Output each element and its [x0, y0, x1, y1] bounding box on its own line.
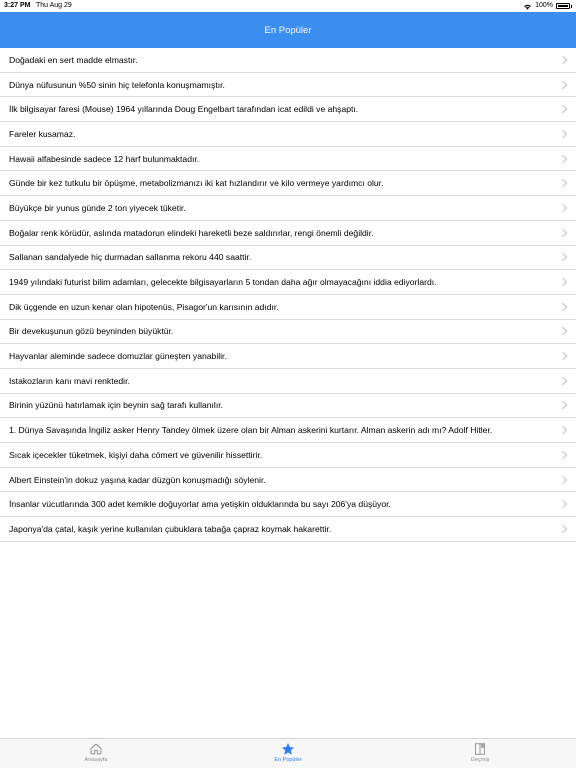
chevron-right-icon — [559, 80, 567, 88]
battery-icon — [556, 3, 570, 9]
chevron-right-icon — [559, 228, 567, 236]
battery-percent: 100% — [535, 2, 553, 9]
chevron-right-icon — [559, 525, 567, 533]
list-item-label: Dik üçgende en uzun kenar olan hipotenüs, Pisagor'un karısının adıdır. — [9, 301, 279, 312]
chevron-right-icon — [559, 401, 567, 409]
chevron-right-icon — [559, 56, 567, 64]
list-item[interactable] — [0, 221, 576, 246]
tab-bar — [0, 738, 576, 768]
list-item[interactable] — [0, 320, 576, 345]
star-icon — [281, 742, 295, 756]
list-item[interactable] — [0, 73, 576, 98]
list-item[interactable] — [0, 196, 576, 221]
list-item[interactable] — [0, 517, 576, 542]
list-item[interactable] — [0, 443, 576, 468]
list-item[interactable] — [0, 48, 576, 73]
list-item-label: Doğadaki en sert madde elmastır. — [9, 54, 138, 65]
chevron-right-icon — [559, 130, 567, 138]
list-item-label: Istakozların kanı mavi renktedir. — [9, 375, 130, 386]
list-item-label: Büyükçe bir yunus günde 2 ton yiyecek tüketir. — [9, 202, 186, 213]
tab-gecmis[interactable] — [450, 739, 510, 763]
status-bar — [0, 0, 576, 12]
chevron-right-icon — [559, 179, 567, 187]
history-book-icon — [473, 742, 487, 756]
list-item-label: Günde bir kez tutkulu bir öpüşme, metabolizmanızı iki kat hızlandırır ve kilo vermeye yardımcı olur. — [9, 178, 384, 189]
list-item-label: Boğalar renk körüdür, aslında matadorun elindeki hareketli beze saldırırlar, rengi önemli değildir. — [9, 227, 374, 238]
status-time: 3:27 PM — [4, 2, 31, 9]
chevron-right-icon — [559, 154, 567, 162]
list-item-label: Albert Einstein'in dokuz yaşına kadar düzgün konuşmadığı söylenir. — [9, 474, 266, 485]
list-item-label: 1. Dünya Savaşında İngiliz asker Henry Tandey ölmek üzere olan bir Alman askerini kurtarır. Alman askerin adı mı? Adolf Hitler. — [9, 425, 493, 436]
list-item-label: Birinin yüzünü hatırlamak için beynin sağ tarafı kullanılır. — [9, 400, 223, 411]
tab-en-populer[interactable] — [258, 739, 318, 763]
list-item[interactable] — [0, 394, 576, 419]
list-item[interactable] — [0, 122, 576, 147]
list-item-label: Fareler kusamaz. — [9, 128, 76, 139]
list-item-label: Bir devekuşunun gözü beyninden büyüktür. — [9, 326, 174, 337]
chevron-right-icon — [559, 377, 567, 385]
tab-label: Geçmiş — [470, 757, 490, 763]
chevron-right-icon — [559, 204, 567, 212]
list-item[interactable] — [0, 492, 576, 517]
page-title: En Popüler — [264, 24, 312, 36]
list-item[interactable] — [0, 369, 576, 394]
list-item[interactable] — [0, 246, 576, 271]
list-item-label: Dünya nüfusunun %50 sinin hiç telefonla konuşmamıştır. — [9, 79, 225, 90]
chevron-right-icon — [559, 105, 567, 113]
chevron-right-icon — [559, 327, 567, 335]
fact-list — [0, 48, 576, 542]
list-item-label: Sıcak içecekler tüketmek, kişiyi daha cömert ve güvenilir hissettirir. — [9, 449, 263, 460]
chevron-right-icon — [559, 500, 567, 508]
chevron-right-icon — [559, 451, 567, 459]
chevron-right-icon — [559, 426, 567, 434]
list-item[interactable] — [0, 418, 576, 443]
battery-tip — [571, 5, 572, 8]
home-icon — [89, 742, 103, 756]
list-item[interactable] — [0, 147, 576, 172]
chevron-right-icon — [559, 475, 567, 483]
list-item[interactable] — [0, 270, 576, 295]
navigation-bar — [0, 12, 576, 48]
status-date: Thu Aug 29 — [36, 2, 72, 9]
chevron-right-icon — [559, 302, 567, 310]
list-item[interactable] — [0, 344, 576, 369]
chevron-right-icon — [559, 278, 567, 286]
list-item[interactable] — [0, 97, 576, 122]
list-item-label: Hawaii alfabesinde sadece 12 harf bulunmaktadır. — [9, 153, 200, 164]
list-item-label: Hayvanlar aleminde sadece domuzlar güneşten yanabilir. — [9, 351, 227, 362]
list-item-label: 1949 yılındaki futurist bilim adamları, gelecekte bilgisayarların 5 tondan daha ağır olmayacağını iddia ediyorlardı. — [9, 277, 437, 288]
list-item-label: İlk bilgisayar faresi (Mouse) 1964 yıllarında Doug Engelbart tarafından icat edildi ve ahşaptı. — [9, 104, 359, 115]
list-item-label: İnsanlar vücutlarında 300 adet kemikle doğuyorlar ama yetişkin olduklarında bu sayı 206'ya düşüyor. — [9, 499, 391, 510]
list-item-label: Japonya'da çatal, kaşık yerine kullanılan çubuklara tabağa çapraz koymak hakarettir. — [9, 523, 332, 534]
tab-label: En Popüler — [274, 757, 302, 763]
list-item-label: Sallanan sandalyede hiç durmadan sallanma rekoru 440 saattir. — [9, 252, 252, 263]
list-item[interactable] — [0, 295, 576, 320]
list-item[interactable] — [0, 171, 576, 196]
status-right — [523, 0, 572, 12]
wifi-icon — [523, 3, 532, 10]
chevron-right-icon — [559, 253, 567, 261]
list-item[interactable] — [0, 468, 576, 493]
tab-anasayfa[interactable] — [66, 739, 126, 763]
tab-label: Anasayfa — [84, 757, 108, 763]
chevron-right-icon — [559, 352, 567, 360]
